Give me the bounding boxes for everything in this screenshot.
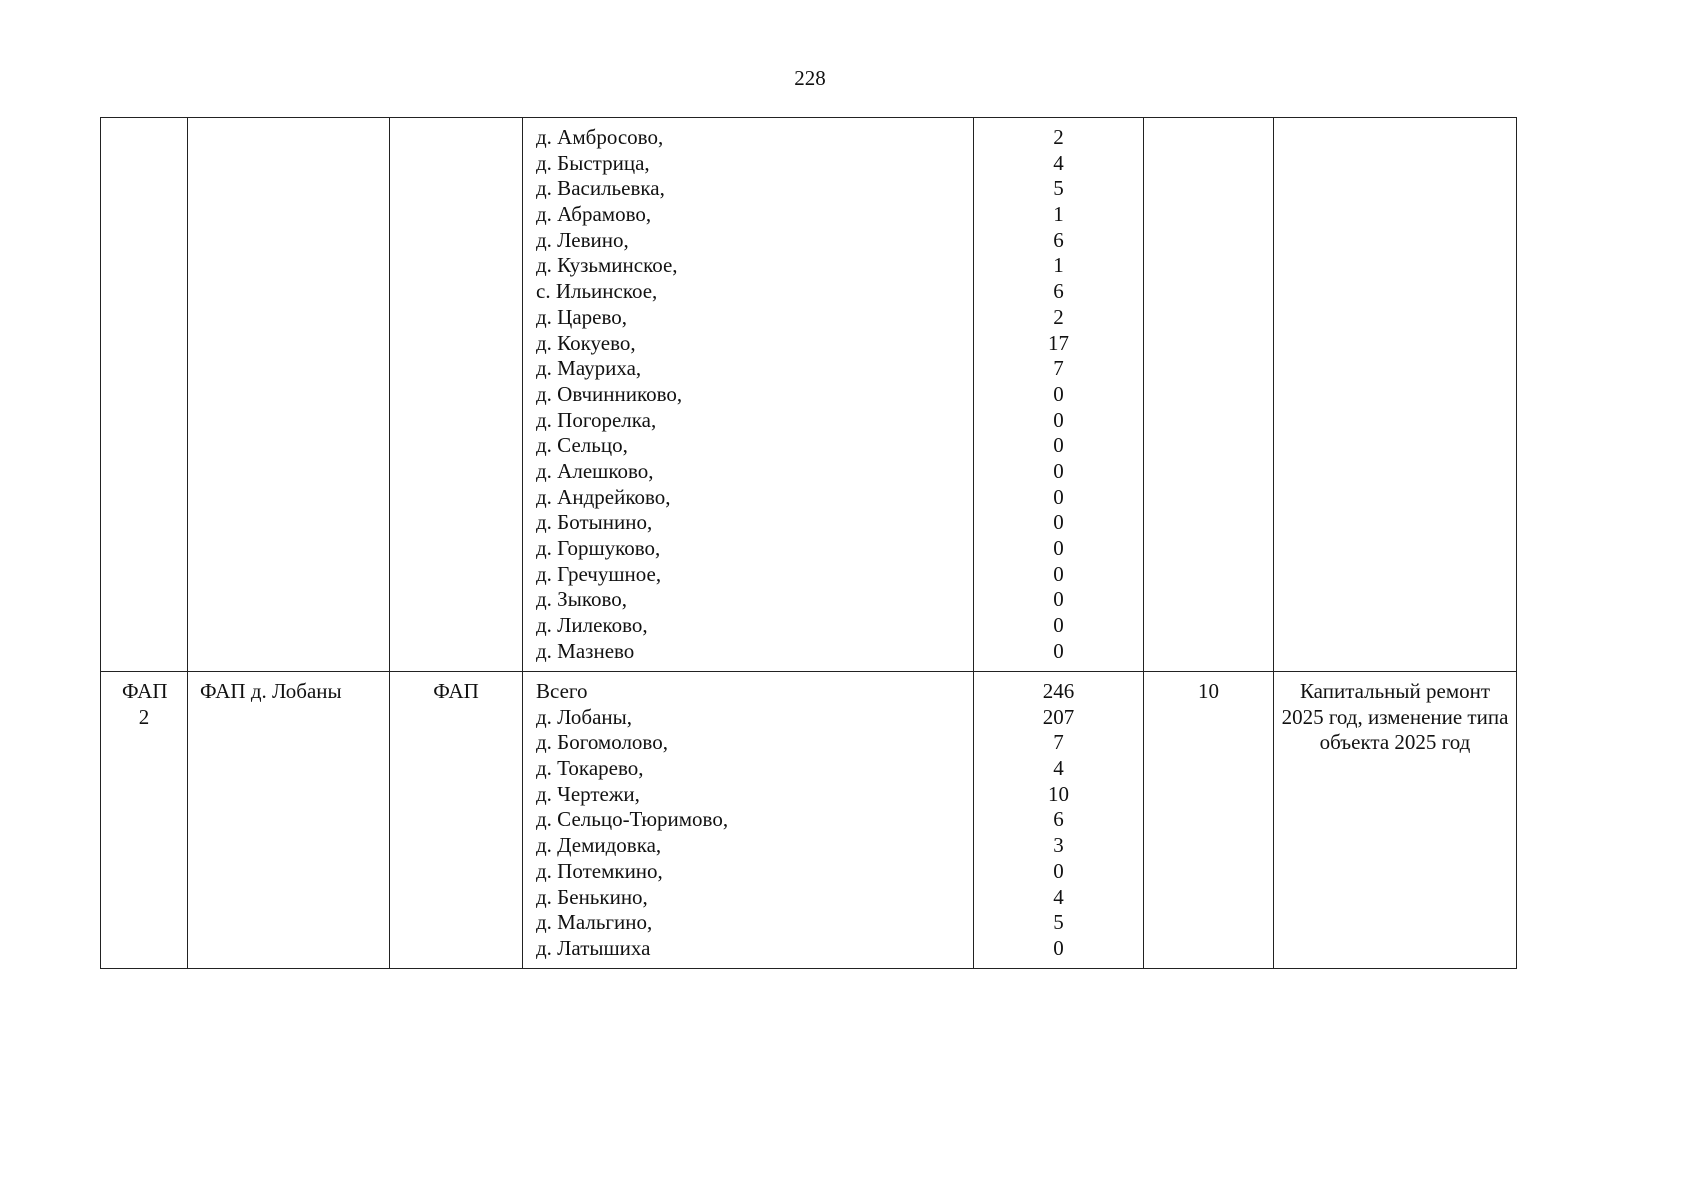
population-value: 6 [1053,279,1064,304]
population-value: 0 [1053,935,1064,960]
population-value: 1 [1053,202,1064,227]
note-cell: Капитальный ремонт 2025 год, изменение типа объекта 2025 год [1274,672,1517,969]
note-cell [1274,118,1517,672]
settlement-name: д. Алешково, [536,458,654,483]
facility-name-cell: ФАП д. Лобаны [188,672,390,969]
settlement-name: д. Ботынино, [536,510,653,535]
population-value: 7 [1053,730,1064,755]
population-value: 0 [1053,638,1064,663]
population-value: 3 [1053,833,1064,858]
settlement-name: д. Гречушное, [536,561,662,586]
facility-code-cell [101,118,188,672]
population-value: 5 [1053,910,1064,935]
settlement-name: д. Левино, [536,227,629,252]
settlement-name: д. Сельцо, [536,433,628,458]
population-value: 4 [1053,756,1064,781]
settlement-name: д. Амбросово, [536,125,664,149]
population-value: 4 [1053,884,1064,909]
population-value: 0 [1053,458,1064,483]
population-value: 6 [1053,807,1064,832]
population-value: 2 [1053,304,1064,329]
population-value: 246 [1042,679,1075,703]
settlement-name: д. Потемкино, [536,858,663,883]
settlement-name: Всего [536,679,588,703]
staff-cell: 10 [1144,672,1274,969]
population-value: 0 [1053,433,1064,458]
settlement-name: д. Мальгино, [536,910,653,935]
settlement-name: д. Царево, [536,304,628,329]
page-number: 228 [794,66,826,90]
settlement-name: д. Горшуково, [536,536,661,560]
population-value: 1 [1053,253,1064,278]
population-cell [974,118,1144,672]
population-value: 2 [1053,125,1064,149]
settlement-name: д. Кокуево, [536,330,636,355]
settlement-name: д. Токарево, [536,756,644,781]
population-value: 0 [1053,484,1064,509]
population-value: 6 [1053,227,1064,252]
population-cell [974,672,1144,969]
settlement-name: д. Овчинниково, [536,381,683,406]
settlement-name: д. Демидовка, [536,833,662,858]
population-value: 5 [1053,176,1064,201]
settlement-name: д. Абрамово, [536,202,652,227]
population-value: 207 [1042,704,1075,729]
settlements-cell [523,672,974,969]
population-value: 0 [1053,510,1064,535]
settlement-name: д. Быстрица, [536,150,650,175]
facility-type-cell: ФАП [390,672,523,969]
population-value: 0 [1053,381,1064,406]
facilities-table [100,117,1517,969]
settlement-name: д. Сельцо-Тюримово, [536,807,729,832]
settlement-name: д. Мауриха, [536,356,642,381]
population-value: 0 [1053,613,1064,638]
population-value: 10 [1048,781,1069,806]
settlement-name: д. Лобаны, [536,704,633,729]
population-value: 0 [1053,536,1064,560]
facility-code-cell [101,672,188,969]
population-value: 17 [1048,330,1069,355]
settlement-name: д. Лилеково, [536,613,648,638]
population-value: 0 [1053,858,1064,883]
settlement-name: д. Бенькино, [536,884,648,909]
settlement-name: д. Латышиха [536,935,651,960]
settlement-name: д. Богомолово, [536,730,668,755]
facility-type-cell [390,118,523,672]
settlement-name: д. Кузьминское, [536,253,678,278]
settlement-name: д. Погорелка, [536,407,657,432]
population-value: 0 [1053,561,1064,586]
population-value: 0 [1053,407,1064,432]
table-row [101,672,1517,969]
table-row [101,118,1517,672]
settlement-name: д. Мазнево [536,638,635,663]
population-value: 4 [1053,150,1064,175]
settlement-name: д. Чертежи, [536,781,640,806]
settlement-name: д. Васильевка, [536,176,665,201]
facility-name-cell [188,118,390,672]
staff-cell [1144,118,1274,672]
population-value: 7 [1053,356,1064,381]
settlements-cell [523,118,974,672]
settlement-name: с. Ильинское, [536,279,658,304]
settlement-name: д. Зыково, [536,587,627,612]
settlement-name: д. Андрейково, [536,484,671,509]
population-value: 0 [1053,587,1064,612]
facility-code-text: ФАП 2 [122,679,168,729]
